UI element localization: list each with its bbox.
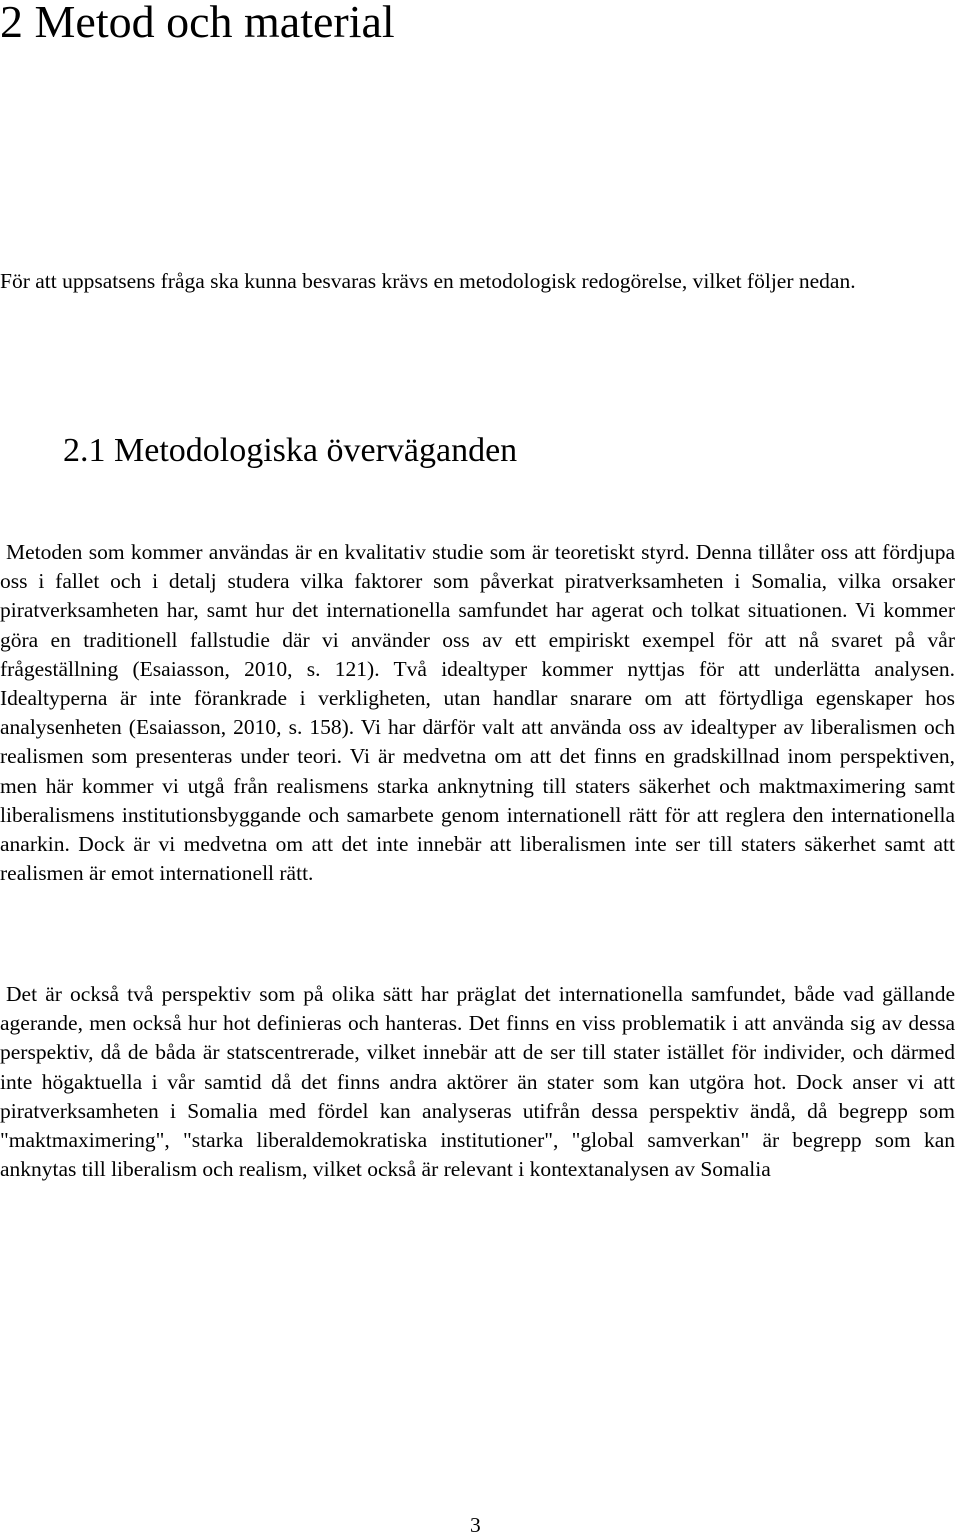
body-paragraph-method: Metoden som kommer användas är en kvalitativ studie som är teoretiskt styrd. Denna tillåter oss att fördjupa oss i fallet och i detalj studera vilka faktorer som påverkat piratverksamheten i Somalia, vilka orsaker piratverksamheten har, samt hur det internationella samfundet har agerat och tolkat situationen. Vi kommer göra en traditionell fallstudie där vi använder oss av ett empiriskt exempel för att nå svaret på vår frågeställning (Esaiasson, 2010, s. 121). Två idealtyper kommer nyttjas för att underlätta analysen. Idealtyperna är inte förankrade i verkligheten, utan handlar snarare om att förtydliga egenskaper hos analysenheten (Esaiasson, 2010, s. 158). Vi har därför valt att använda oss av idealtyper av liberalismen och realismen som presenteras under teori. Vi är medvetna om att det finns en gradskillnad inom perspektiven, men här kommer vi utgå från realismens starka anknytning till staters säkerhet och maktmaximering samt liberalismens institutionsbyggande och samarbete genom internationell rätt för att reglera den internationella anarkin. Dock är vi medvetna om att det inte innebär att liberalismen inte ser till staters säkerhet samt att realismen är emot internationell rätt. — [0, 540, 955, 886]
section-title: 2.1 Metodologiska överväganden — [63, 432, 518, 469]
page-number: 3 — [470, 1513, 481, 1537]
intro-paragraph: För att uppsatsens fråga ska kunna besvaras krävs en metodologisk redogörelse, vilket följer nedan. — [0, 269, 856, 293]
body-paragraph-perspectives: Det är också två perspektiv som på olika sätt har präglat det internationella samfundet, både vad gällande agerande, men också hur hot definieras och hanteras. Det finns en viss problematik i att använda sig av dessa perspektiv, då de båda är statscentrerade, vilket innebär att de ser till stater istället för individer, och därmed inte högaktuella i vår samtid då det finns andra aktörer än stater som kan utgöra hot. Dock anser vi att piratverksamheten i Somalia med fördel kan analyseras utifrån dessa perspektiv ändå, då begrepp som "maktmaximering", "starka liberaldemokratiska institutioner", "global samverkan" är begrepp som kan anknytas till liberalism och realism, vilket också är relevant i kontextanalysen av Somalia — [0, 982, 955, 1182]
chapter-title: 2 Metod och material — [0, 0, 395, 47]
